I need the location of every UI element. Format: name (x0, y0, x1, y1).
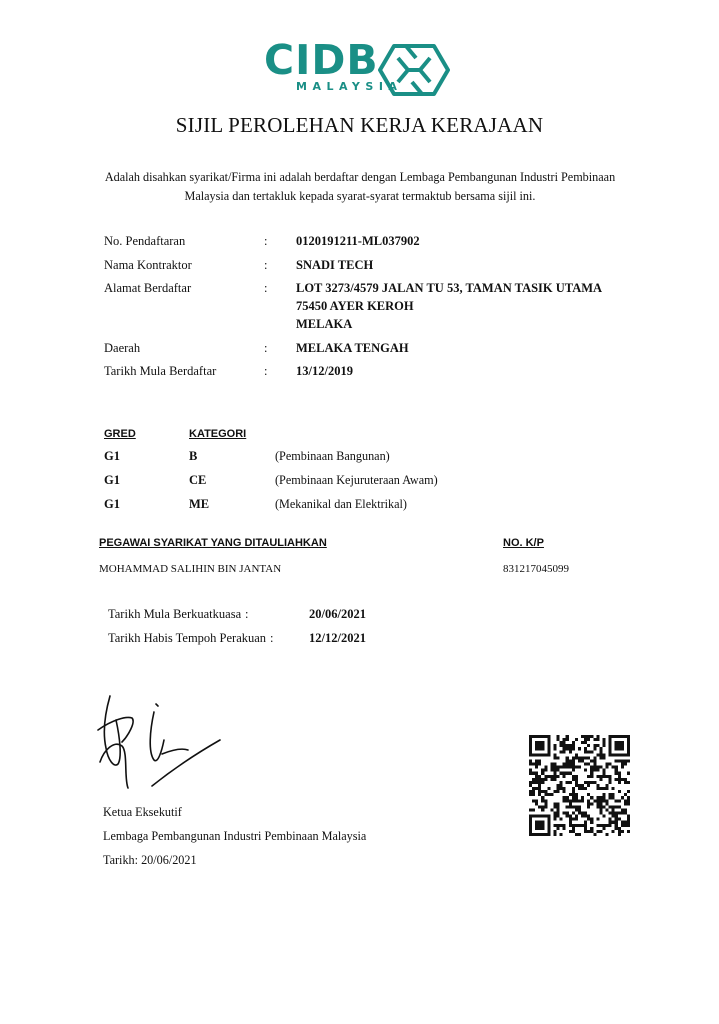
grade-row-3-gred: G1 (104, 497, 120, 511)
label-no-pendaftaran: No. Pendaftaran (104, 234, 186, 248)
page-title: SIJIL PEROLEHAN KERJA KERAJAAN (175, 113, 544, 137)
label-daerah: Daerah (104, 341, 141, 355)
colon: : (264, 234, 268, 248)
logo-wordmark: CIDB (264, 36, 379, 84)
colon: : (264, 281, 268, 295)
value-alamat-line2: 75450 AYER KEROH (296, 299, 414, 313)
footer-lembaga: Lembaga Pembangunan Industri Pembinaan Malaysia (103, 829, 367, 843)
value-alamat-line3: MELAKA (296, 317, 353, 331)
grade-row-3-kategori: ME (189, 497, 210, 511)
footer-ketua-eksekutif: Ketua Eksekutif (103, 805, 182, 819)
value-tarikh-habis-tempoh: 12/12/2021 (309, 631, 366, 645)
grade-row-2-kategori: CE (189, 473, 207, 487)
header-gred: GRED (104, 428, 136, 440)
value-nama-kontraktor: SNADI TECH (296, 258, 374, 272)
header-kategori: KATEGORI (189, 428, 247, 440)
value-no-pendaftaran: 0120191211-ML037902 (296, 234, 420, 248)
grade-row-1-gred: G1 (104, 449, 120, 463)
footer-tarikh: Tarikh: 20/06/2021 (103, 853, 197, 867)
grade-row-1-desc: (Pembinaan Bangunan) (275, 449, 390, 463)
value-tarikh-mula-berdaftar: 13/12/2019 (296, 364, 353, 378)
label-alamat: Alamat Berdaftar (104, 281, 192, 295)
colon: : (264, 364, 268, 378)
label-tarikh-habis-tempoh: Tarikh Habis Tempoh Perakuan (108, 631, 267, 645)
value-alamat-line1: LOT 3273/4579 JALAN TU 53, TAMAN TASIK UTAMA (296, 281, 603, 295)
pegawai-kp: 831217045099 (503, 563, 569, 575)
pegawai-name: MOHAMMAD SALIHIN BIN JANTAN (99, 563, 282, 575)
value-tarikh-mula-berkuatkuasa: 20/06/2021 (309, 607, 366, 621)
header-no-kp: NO. K/P (503, 537, 544, 549)
colon: : (264, 258, 268, 272)
signature-image (92, 690, 227, 800)
label-tarikh-mula-berdaftar: Tarikh Mula Berdaftar (104, 364, 217, 378)
cidb-logo-icon (378, 42, 450, 98)
grade-row-3-desc: (Mekanikal dan Elektrikal) (275, 497, 407, 511)
logo-subtitle: MALAYSIA (296, 80, 403, 93)
colon: : (264, 341, 268, 355)
label-tarikh-mula-berkuatkuasa: Tarikh Mula Berkuatkuasa (108, 607, 242, 621)
grade-row-2-gred: G1 (104, 473, 120, 487)
intro-paragraph: Adalah disahkan syarikat/Firma ini adalah berdaftar dengan Lembaga Pembangunan Industri Pembinaan Malaysia dan tertakluk kepada syarat-syarat termaktub bersama sijil ini. (104, 170, 616, 203)
colon: : (245, 607, 249, 621)
label-nama-kontraktor: Nama Kontraktor (104, 258, 192, 272)
colon: : (270, 631, 274, 645)
grade-row-1-kategori: B (189, 449, 198, 463)
qr-code-icon (529, 735, 630, 836)
grade-row-2-desc: (Pembinaan Kejuruteraan Awam) (275, 473, 438, 487)
header-pegawai: PEGAWAI SYARIKAT YANG DITAULIAHKAN (99, 537, 327, 549)
value-daerah: MELAKA TENGAH (296, 341, 409, 355)
